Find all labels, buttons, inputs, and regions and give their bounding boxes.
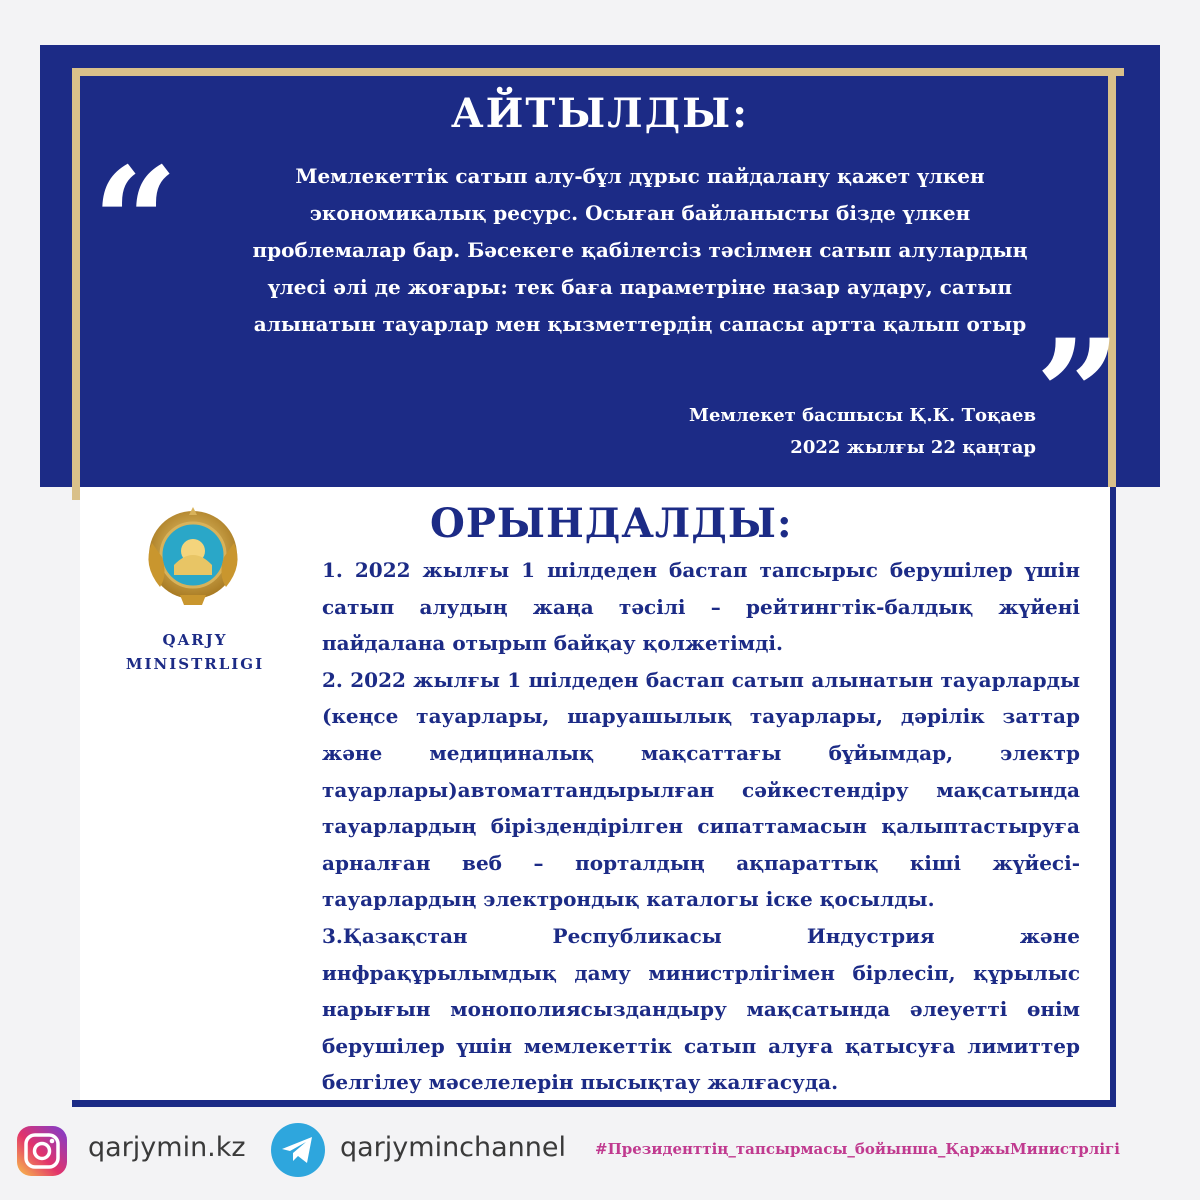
done-title: ОРЫНДАЛДЫ:	[430, 500, 793, 547]
navy-frame-right	[1110, 487, 1116, 1107]
instagram-handle[interactable]: qarjymin.kz	[88, 1132, 246, 1163]
state-emblem-icon	[140, 505, 246, 611]
president-quote: Мемлекеттік сатып алу-бұл дұрыс пайдалану қажет үлкен экономикалық ресурс. Осыған байланысты бізде үлкен проблемалар бар. Бәсекеге қабілетсіз тәсілмен сатып алулардың үлесі әлі де жоғары: тек баға параметріне назар аудару, сатып алынатын тауарлар мен қызметтердің сапасы артта қалып отыр	[252, 164, 1028, 336]
telegram-handle[interactable]: qarjyminchannel	[340, 1132, 567, 1163]
ministry-name-line2: MINISTRLIGI	[125, 655, 265, 673]
quote-author: Мемлекет басшысы Қ.К. Тоқаев	[689, 405, 1036, 426]
navy-frame-bottom	[72, 1100, 1116, 1107]
done-item-1: 1. 2022 жылғы 1 шілдеден бастап тапсырыс берушілер үшін сатып алудың жаңа тәсілі – рейтингтік-балдық жүйені пайдалана отырып байқау қолжетімді.	[322, 558, 1080, 656]
quote-attribution	[560, 400, 1036, 464]
close-quote-icon: ”	[1035, 307, 1122, 483]
done-item-2: 2. 2022 жылғы 1 шілдеден бастап сатып алынатын тауарларды (кеңсе тауарлары, шаруашылық тауарлары, дәрілік заттар және медициналық мақсаттағы бұйымдар, электр тауарлары)автоматтандырылған сәйкестендіру мақсатында тауарлардың біріздендірілген сипаттамасын қалыптастыруға арналған веб – порталдың ақпараттық кіші жүйесі-тауарлардың электрондық каталогы іске қосылды.	[322, 667, 1080, 912]
hashtag[interactable]: #Президенттің_тапсырмасы_бойынша_ҚаржыМинистрлігі	[595, 1140, 1120, 1158]
gold-frame-top	[72, 68, 1124, 76]
open-quote-icon: “	[92, 135, 179, 311]
ministry-name	[110, 628, 280, 676]
quote-date: 2022 жылғы 22 қаңтар	[790, 437, 1036, 458]
said-title: АЙТЫЛДЫ:	[451, 90, 749, 137]
telegram-icon[interactable]	[270, 1122, 326, 1178]
done-item-3: 3.Қазақстан Республикасы Индустрия және инфрақұрылымдық даму министрлігімен бірлесіп, құрылыс нарығын монополиясыздандыру мақсатында әлеуетті өнім берушілер үшін мемлекеттік сатып алуға қатысуға лимиттер белгілеу мәселелерін пысықтау жалғасуда.	[322, 923, 1080, 1095]
footer	[0, 1112, 1200, 1192]
done-list	[322, 552, 1080, 1101]
instagram-icon[interactable]	[15, 1124, 69, 1178]
ministry-name-line1: QARJY	[162, 631, 228, 649]
